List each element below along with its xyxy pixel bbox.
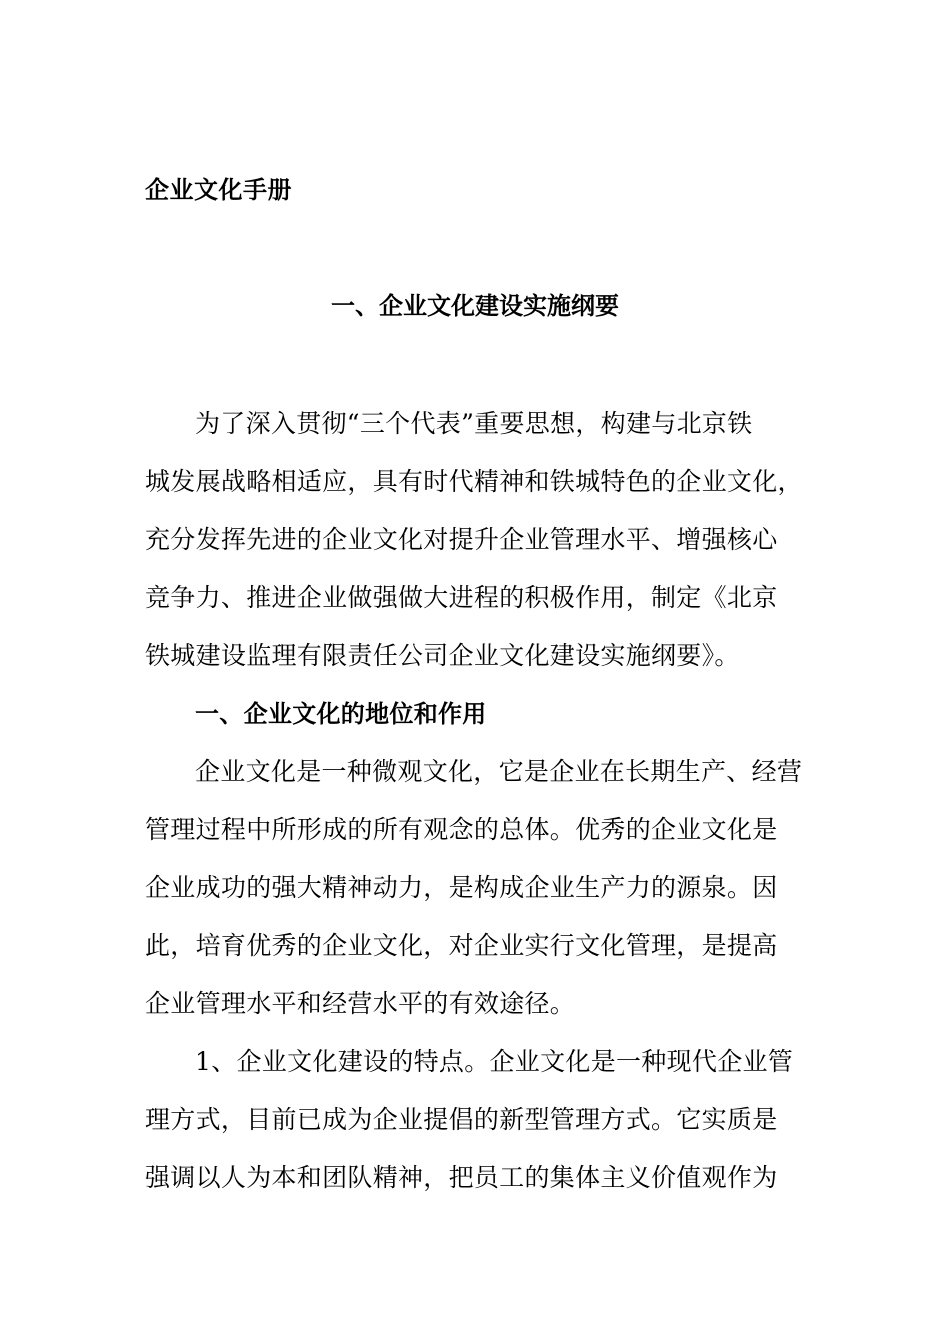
document-body xyxy=(145,402,805,1214)
paragraph-line: 企业成功的强大精神动力，是构成企业生产力的源泉。因 xyxy=(145,873,778,902)
paragraph-line: 强调以人为本和团队精神，把员工的集体主义价值观作为 xyxy=(145,1163,778,1192)
paragraph-line: 1、企业文化建设的特点。企业文化是一种现代企业管 xyxy=(195,1047,794,1076)
paragraph-line: 此，培育优秀的企业文化，对企业实行文化管理，是提高 xyxy=(145,931,778,960)
paragraph-line: 管理过程中所形成的所有观念的总体。优秀的企业文化是 xyxy=(145,815,778,844)
paragraph-line: 城发展战略相适应，具有时代精神和铁城特色的企业文化， xyxy=(145,467,803,496)
paragraph-line: 充分发挥先进的企业文化对提升企业管理水平、增强核心 xyxy=(145,525,778,554)
paragraph-line: 竞争力、推进企业做强做大进程的积极作用，制定《北京 xyxy=(145,583,778,612)
document-title: 企业文化手册 xyxy=(145,176,292,204)
paragraph-line: 理方式，目前已成为企业提倡的新型管理方式。它实质是 xyxy=(145,1105,778,1134)
subsection-heading: 一、企业文化的地位和作用 xyxy=(195,700,487,728)
paragraph-line: 为了深入贯彻“三个代表”重要思想，构建与北京铁 xyxy=(195,409,753,438)
section-heading: 一、企业文化建设实施纲要 xyxy=(331,292,619,320)
paragraph-line: 铁城建设监理有限责任公司企业文化建设实施纲要》。 xyxy=(145,641,740,670)
paragraph-line: 企业管理水平和经营水平的有效途径。 xyxy=(145,989,576,1018)
paragraph-line: 企业文化是一种微观文化，它是企业在长期生产、经营 xyxy=(195,757,803,786)
